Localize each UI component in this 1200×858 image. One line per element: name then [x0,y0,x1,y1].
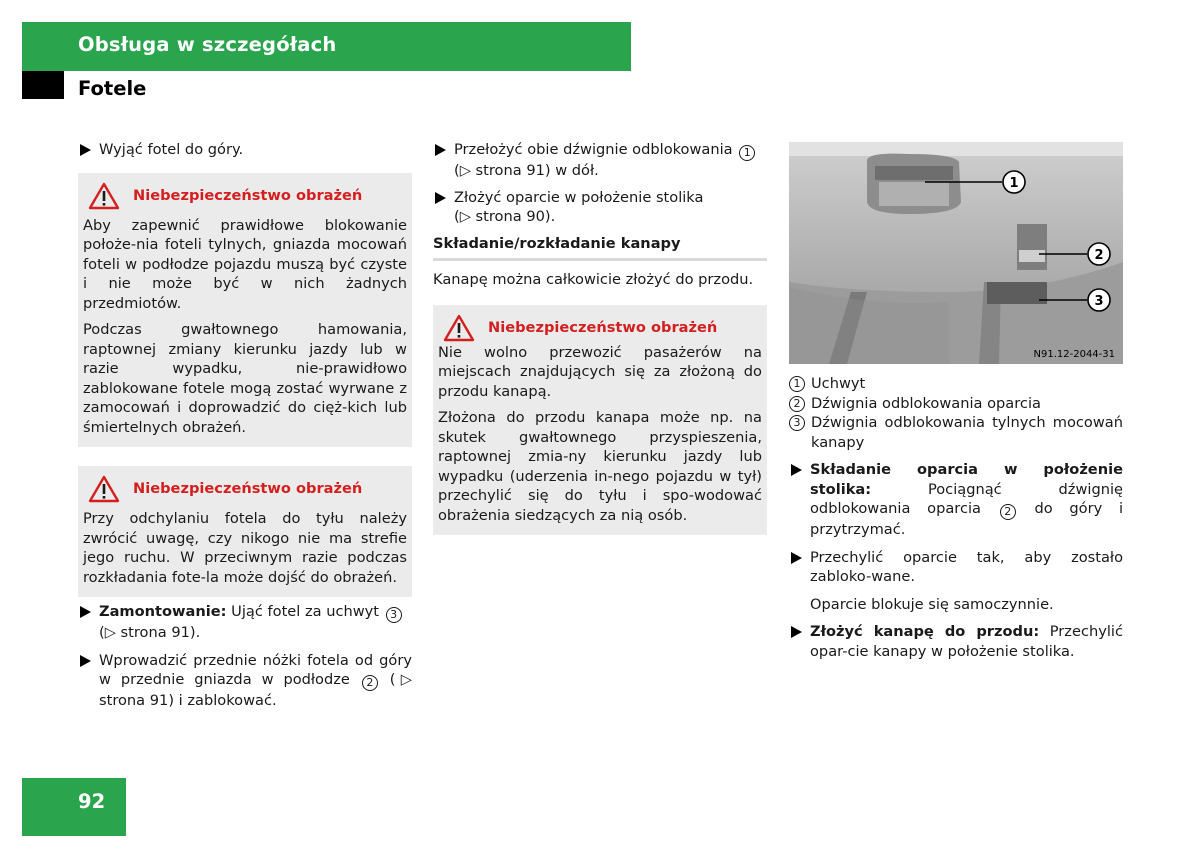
warning-box [78,466,412,597]
bullet-item: Zamontowanie: Ująć fotel za uchwyt 3 (▷ strona 91). [78,602,412,643]
callout-number: 2 [362,675,378,691]
legend-item: 1 Uchwyt [789,374,1123,394]
subsection-marker [22,71,64,99]
warning-title: Niebezpieczeństwo obrażeń [488,318,718,336]
warning-box [433,305,767,536]
image-code: N91.12-2044-31 [1033,349,1115,360]
column-1 [78,140,412,711]
paragraph: Oparcie blokuje się samoczynnie. [810,595,1054,613]
callout-2 [1088,243,1110,265]
svg-text:2: 2 [1094,248,1104,263]
callout-number: 1 [739,145,755,161]
legend [789,374,1123,452]
bullet-item: Wyjąć fotel do góry. [78,140,412,160]
warning-text: Aby zapewnić prawidłowe blokowanie położe-nia foteli tylnych, gniazda mocowań foteli w podłodze pojazdu muszą być czyste i nie może być w nich żadnych przedmiotów. [83,216,407,312]
svg-text:1: 1 [1009,176,1019,191]
section-title: Obsługa w szczegółach [78,33,337,56]
paragraph: Kanapę można całkowicie złożyć do przodu. [433,271,754,288]
bullet-item: Wprowadzić przednie nóżki fotela od góry w przednie gniazda w podłodze 2 (▷ strona 91) i zablokować. [78,651,412,711]
warning-title: Niebezpieczeństwo obrażeń [133,480,363,498]
callout-3 [1088,289,1110,311]
page-number: 92 [78,790,106,813]
warning-title: Niebezpieczeństwo obrażeń [133,186,363,204]
page-number-box [22,778,126,836]
warning-header [83,475,407,503]
warning-text: Nie wolno przewozić pasażerów na miejscach znajdujących się za złożoną do przodu kanapą. [438,343,762,400]
warning-header [83,182,407,210]
callout-1 [1003,171,1025,193]
subsection-title: Fotele [78,77,147,100]
warning-triangle-icon [443,314,475,342]
bullet-item: Składanie oparcia w położenie stolika: Pociągnąć dźwignię odblokowania oparcia 2 do góry i przytrzymać. [789,460,1123,540]
warning-text: Podczas gwałtownego hamowania, raptownej zmiany kierunku jazdy lub w razie wypadku, nie-prawidłowo zablokowane fotele mogą zostać wyrwane z zamocowań i doprowadzić do cięż-kich lub śmiertelnych obrażeń. [83,321,407,436]
seat-illustration [789,142,1123,364]
warning-triangle-icon [88,182,120,210]
callout-number: 2 [1000,504,1016,520]
bullet-item: Złożyć oparcie w położenie stolika (▷ strona 90). [433,188,767,227]
legend-item: 2 Dźwignia odblokowania oparcia [789,394,1123,414]
svg-text:3: 3 [1094,294,1104,309]
warning-header [438,314,762,342]
warning-text: Złożona do przodu kanapa może np. na skutek gwałtownego przyspieszenia, raptownej zmia-ny kierunku jazdy lub wypadku (uderzenia in-nego pojazdu w tył) przechylić się do tyłu i spo-wodować obrażenia siedzących za nią osób. [438,409,762,524]
bullet-item: Przechylić oparcie tak, aby zostało zabloko-wane. [789,548,1123,587]
seat-photo [789,142,1123,364]
column-3 [789,374,1123,661]
warning-box [78,173,412,448]
warning-triangle-icon [88,475,120,503]
callout-number: 3 [386,607,402,623]
warning-text: Przy odchylaniu fotela do tyłu należy zwrócić uwagę, czy nikogo nie ma strefie jego ruchu. W przeciwnym razie podczas rozkładania fote-la może dojść do obrażeń. [83,510,407,586]
bullet-item: Przełożyć obie dźwignie odblokowania 1 (▷ strona 91) w dół. [433,140,767,181]
bullet-item: Złożyć kanapę do przodu: Przechylić opar-cie kanapy w położenie stolika. [789,622,1123,661]
section-heading: Składanie/rozkładanie kanapy [433,234,767,262]
legend-item: 3 Dźwignia odblokowania tylnych mocowań kanapy [789,413,1123,452]
column-2 [433,140,767,535]
